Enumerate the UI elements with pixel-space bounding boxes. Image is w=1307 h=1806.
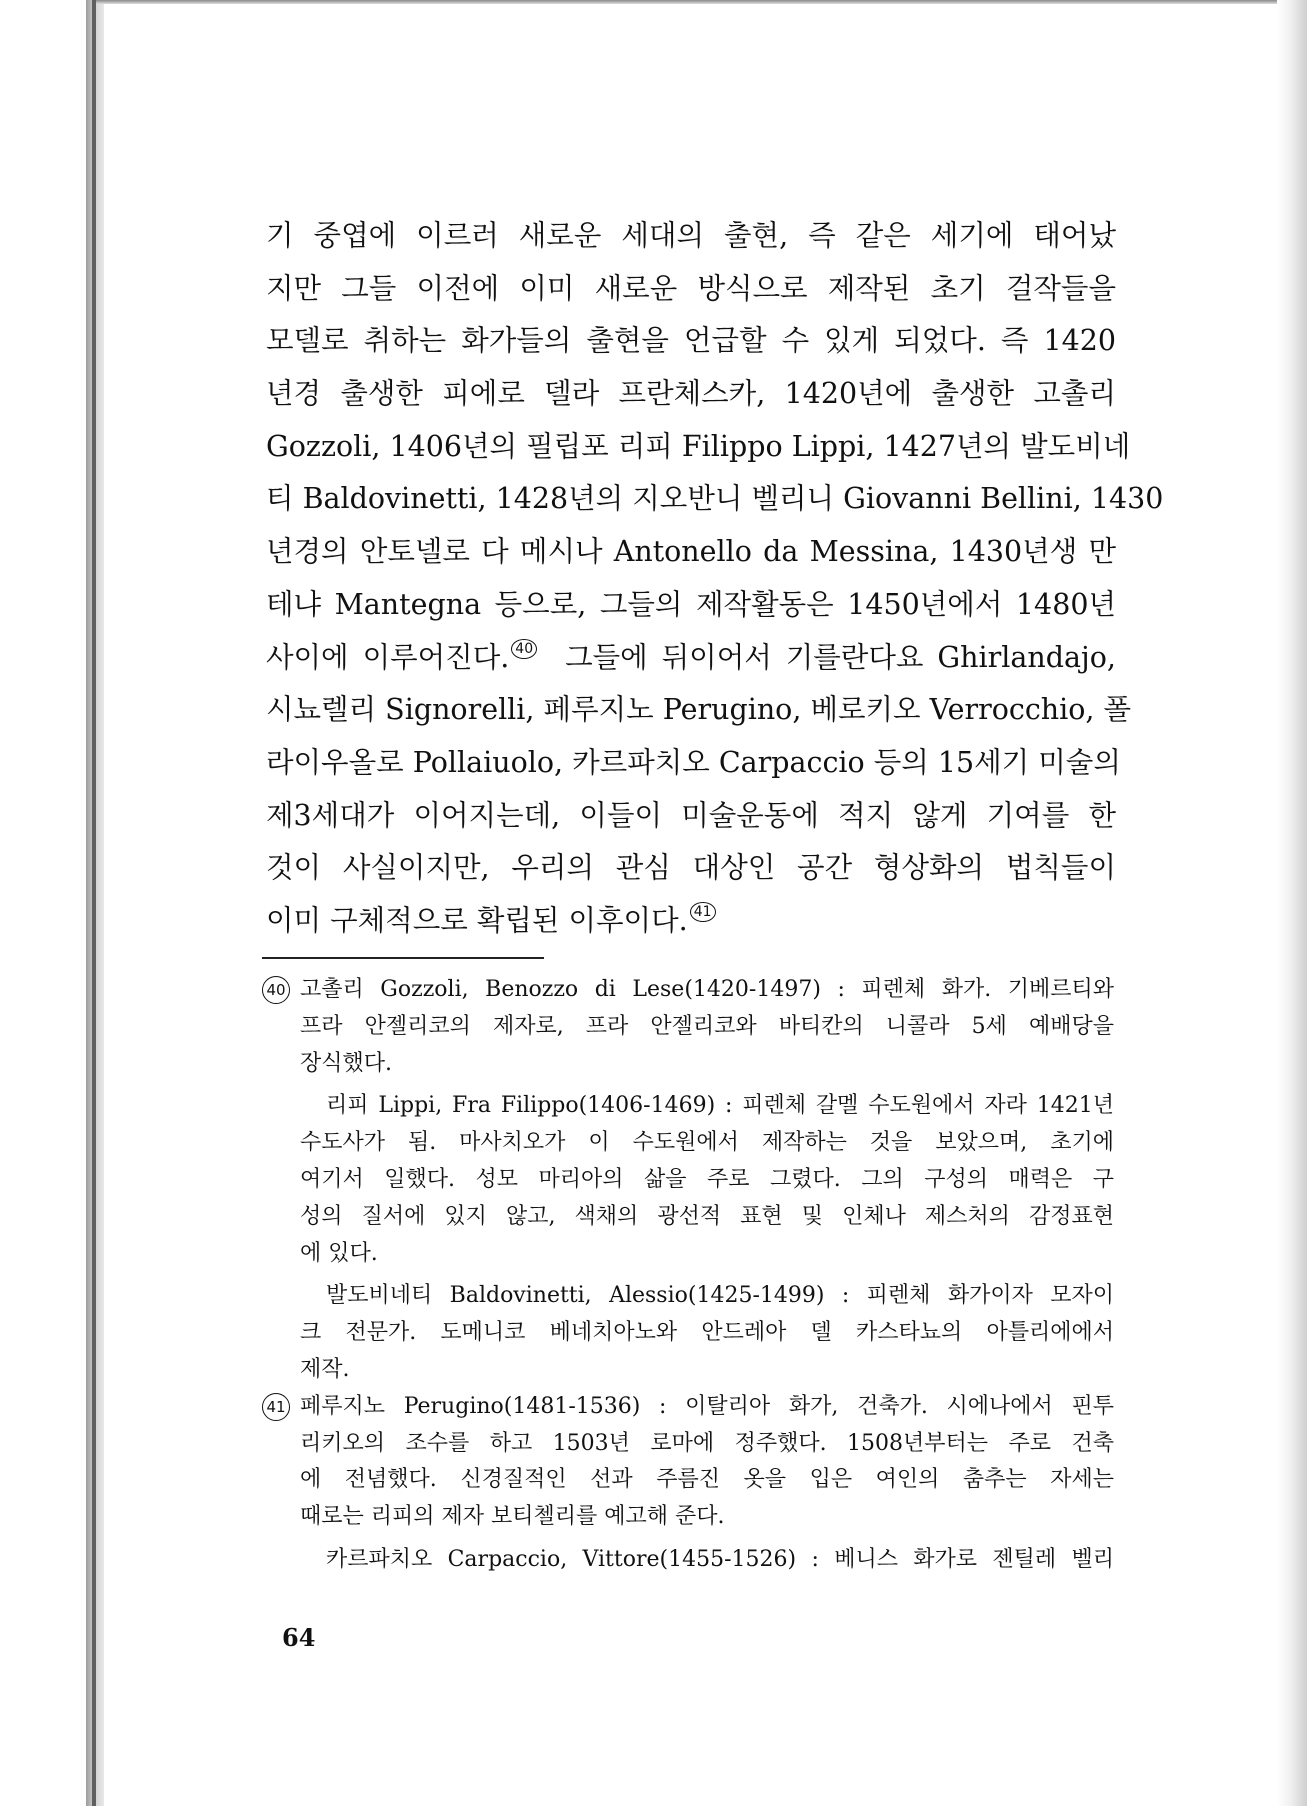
footnote-marker-41: 41 <box>262 1393 290 1421</box>
footnote-line: 에 있다. <box>300 1240 378 1266</box>
body-line: 것이 사실이지만, 우리의 관심 대상인 공간 형상화의 법칙들이 <box>266 851 1116 885</box>
body-line: 제3세대가 이어지는데, 이들이 미술운동에 적지 않게 기여를 한 <box>266 798 1116 832</box>
footnote-line: 장식했다. <box>300 1050 393 1076</box>
body-line: 년경의 안토넬로 다 메시나 Antonello da Messina, 1430년생 만 <box>266 535 1116 569</box>
footnote-ref-41[interactable]: 41 <box>690 902 716 922</box>
body-line-suffix: 그들에 뒤이어서 기를란다요 Ghirlandajo, <box>565 640 1116 674</box>
body-line: 티 Baldovinetti, 1428년의 지오반니 벨리니 Giovanni Bellini, 1430 <box>266 482 1164 516</box>
footnote-text: 페루지노 Perugino(1481-1536) : 이탈리아 화가, 건축가. 시에나에서 핀투 <box>300 1393 1114 1419</box>
footnote-line: 여기서 일했다. 성모 마리아의 삶을 주로 그렸다. 그의 구성의 매력은 구 <box>300 1166 1114 1192</box>
footnote-text: 고촐리 Gozzoli, Benozzo di Lese(1420-1497) : 피렌체 화가. 기베르티와 <box>300 977 1114 1002</box>
body-line: 라이우올로 Pollaiuolo, 카르파치오 Carpaccio 등의 15세기 미술의 <box>266 745 1121 779</box>
body-line-prefix: 사이에 이루어진다. <box>266 640 510 674</box>
body-line: 모델로 취하는 화가들의 출현을 언급할 수 있게 되었다. 즉 1420 <box>266 324 1116 358</box>
footnote-line: 프라 안젤리코의 제자로, 프라 안젤리코와 바티칸의 니콜라 5세 예배당을 <box>300 1013 1114 1039</box>
body-line: 기 중엽에 이르러 새로운 세대의 출현, 즉 같은 세기에 태어났 <box>266 219 1116 252</box>
footnote-line: 때로는 리피의 제자 보티첼리를 예고해 준다. <box>300 1504 725 1530</box>
page-number: 64 <box>282 1623 316 1652</box>
footnote-line: 제작. <box>300 1356 350 1382</box>
body-line: Gozzoli, 1406년의 필립포 리피 Filippo Lippi, 1427년의 발도비네 <box>266 429 1131 463</box>
body-line-with-note <box>266 632 1116 685</box>
footnote-line: 수도사가 됨. 마사치오가 이 수도원에서 제작하는 것을 보았으며, 초기에 <box>300 1130 1114 1156</box>
footnotes <box>262 972 1114 1579</box>
body-line-last <box>266 895 1116 948</box>
page-right-shadow <box>1277 0 1307 1806</box>
footnote-line: 발도비네티 Baldovinetti, Alessio(1425-1499) : 피렌체 화가이자 모자이 <box>326 1283 1114 1309</box>
body-line-text: 이미 구체적으로 확립된 이후이다. <box>266 903 688 937</box>
body-text <box>266 210 1164 948</box>
footnote-marker-40: 40 <box>262 976 290 1004</box>
footnote-40-line <box>262 972 1114 1009</box>
footnote-line: 카르파치오 Carpaccio, Vittore(1455-1526) : 베니스 화가로 젠틸레 벨리 <box>326 1546 1114 1572</box>
footnote-line: 리키오의 조수를 하고 1503년 로마에 정주했다. 1508년부터는 주로 건축 <box>300 1430 1114 1456</box>
footnote-line: 성의 질서에 있지 않고, 색채의 광선적 표현 및 인체나 제스처의 감정표현 <box>300 1203 1114 1229</box>
body-line: 년경 출생한 피에로 델라 프란체스카, 1420년에 출생한 고촐리 <box>266 377 1116 411</box>
footnote-41-line <box>262 1389 1114 1426</box>
footnote-separator <box>262 957 544 959</box>
body-line: 지만 그들 이전에 이미 새로운 방식으로 제작된 초기 걸작들을 <box>266 271 1116 305</box>
footnote-ref-40[interactable]: 40 <box>511 639 537 659</box>
book-spine-edge <box>92 0 96 1806</box>
footnote-line: 크 전문가. 도메니코 베네치아노와 안드레아 델 카스타뇨의 아틀리에에서 <box>300 1320 1114 1346</box>
footnote-line: 리피 Lippi, Fra Filippo(1406-1469) : 피렌체 갈멜 수도원에서 자라 1421년 <box>326 1093 1114 1119</box>
body-line: 시뇨렐리 Signorelli, 페루지노 Perugino, 베로키오 Verrocchio, 폴 <box>266 693 1132 727</box>
body-line: 테냐 Mantegna 등으로, 그들의 제작활동은 1450년에서 1480년 <box>266 587 1116 621</box>
footnote-line: 에 전념했다. 신경질적인 선과 주름진 옷을 입은 여인의 춤추는 자세는 <box>300 1467 1114 1493</box>
